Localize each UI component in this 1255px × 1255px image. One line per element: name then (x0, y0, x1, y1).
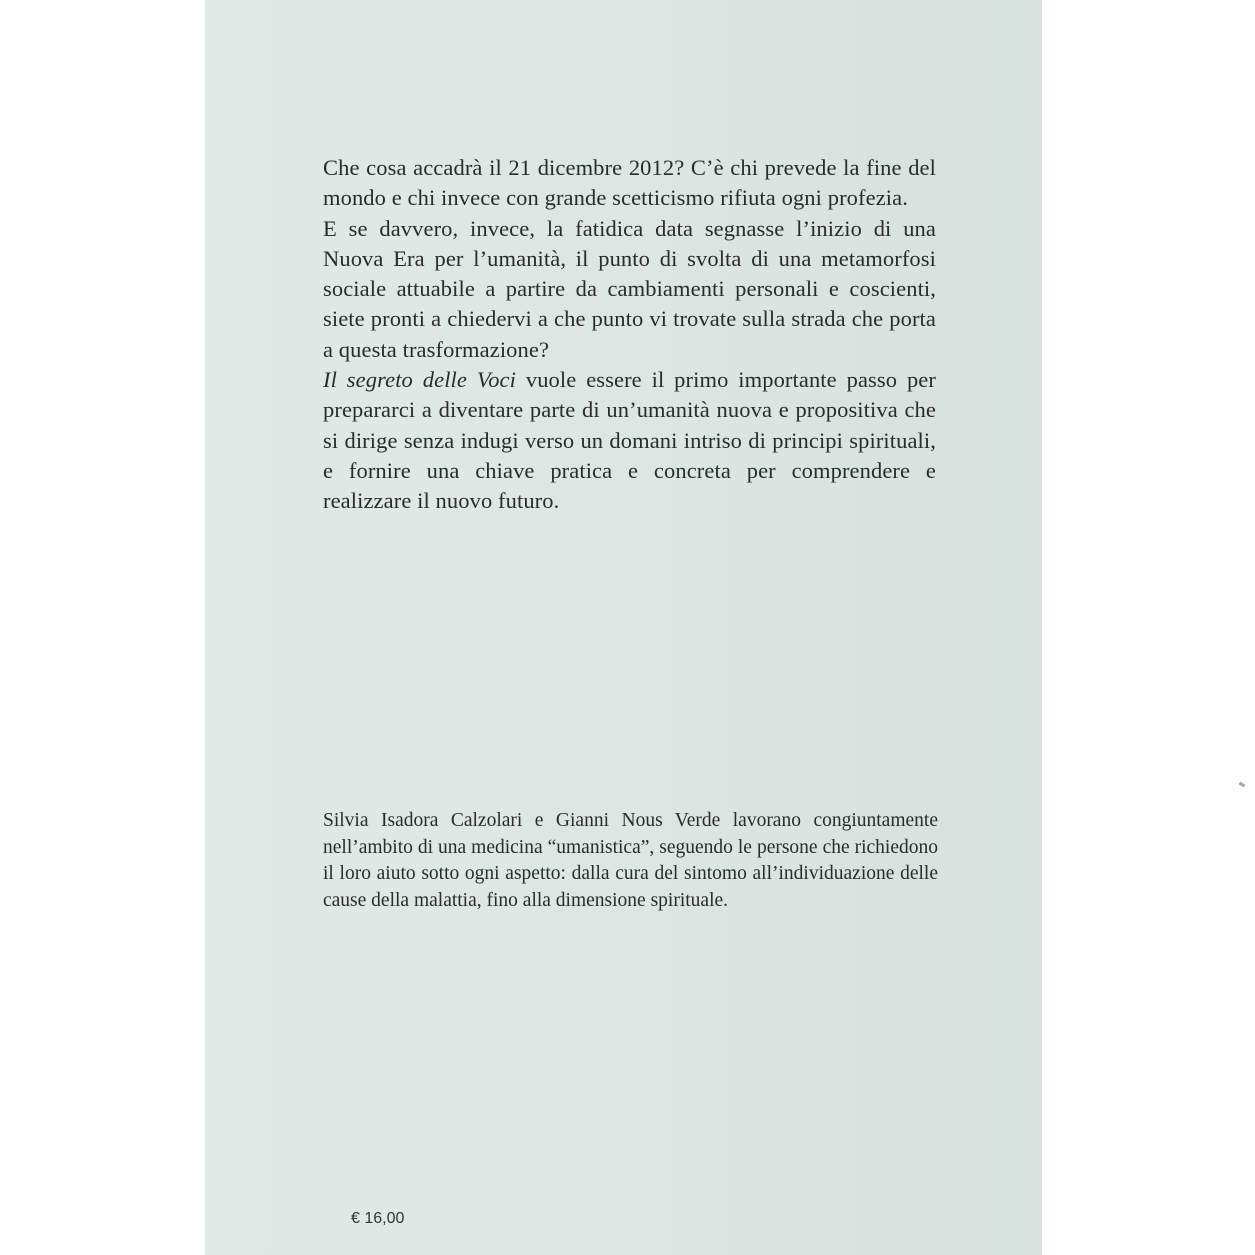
blurb-paragraph-1: Che cosa accadrà il 21 dicembre 2012? C’è chi prevede la fine del mondo e chi invece con grande scetticismo rifiuta ogni profezia. (323, 155, 936, 211)
price-label: € 16,00 (351, 1210, 405, 1227)
author-bio-text: Silvia Isadora Calzolari e Gianni Nous Verde lavorano congiuntamente nell’ambito di una medicina “umanistica”, seguendo le persone che richiedono il loro aiuto sotto ogni aspetto: dalla cura del sintomo all’individuazione delle cause della malattia, fino alla dimensione spirituale. (323, 810, 938, 911)
blurb-text (323, 153, 936, 517)
blurb-paragraph-3 (323, 365, 936, 516)
scuff-mark (1239, 782, 1246, 788)
author-bio (323, 808, 938, 914)
book-title-italic: Il segreto delle Voci (323, 367, 516, 393)
blurb-paragraph-2: E se davvero, invece, la fatidica data segnasse l’inizio di una Nuova Era per l’umanità, il punto di svolta di una metamorfosi sociale attuabile a partire da cambiamenti personali e coscienti, siete pronti a chiedervi a che punto vi trovate sulla strada che porta a questa trasformazione? (323, 215, 936, 362)
blurb-paragraph-3-rest: vuole essere il primo importante passo per prepararci a diventare parte di un’umanità nuova e propositiva che si dirige senza indugi verso un domani intriso di principi spirituali, e fornire una chiave pratica e concreta per comprendere e realizzare il nuovo futuro. (323, 367, 936, 514)
book-back-cover (205, 0, 1042, 1255)
